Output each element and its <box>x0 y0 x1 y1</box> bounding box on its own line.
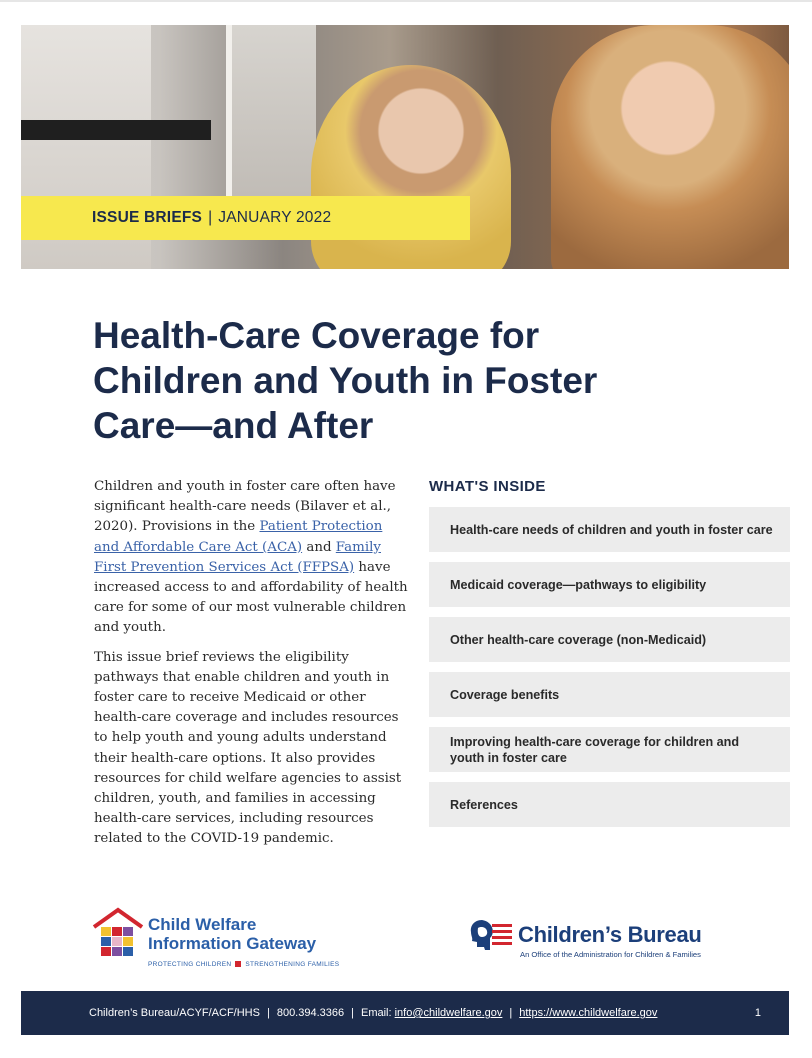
cb-logo-subtitle: An Office of the Administration for Children & Families <box>520 950 701 959</box>
hero-door <box>226 25 316 225</box>
footer-website-link[interactable]: https://www.childwelfare.gov <box>519 1007 658 1019</box>
footer-sep-3: | <box>509 1007 513 1019</box>
red-square-icon <box>235 961 241 967</box>
cb-logo-name: Children’s Bureau <box>518 922 702 947</box>
banner-separator: | <box>208 209 213 226</box>
footer-sep-2: | <box>351 1007 354 1019</box>
page-number: 1 <box>754 1007 761 1019</box>
aca-link[interactable]: Patient Protection and Affordable Care Act (ACA) <box>94 519 383 555</box>
inside-item-improving[interactable]: Improving health-care coverage for children and youth in foster care <box>429 727 790 772</box>
ffpsa-link[interactable]: Family First Prevention Services Act (FFPSA) <box>94 539 381 575</box>
page-top-edge <box>0 0 812 2</box>
cw-tag-b: STRENGTHENING FAMILIES <box>245 961 340 968</box>
banner-series: ISSUE BRIEFS <box>92 209 203 226</box>
whats-inside-heading: WHAT'S INSIDE <box>429 478 546 495</box>
banner-date: JANUARY 2022 <box>218 209 332 226</box>
cw-logo-text <box>148 915 316 953</box>
inside-item-other-coverage[interactable]: Other health-care coverage (non-Medicaid) <box>429 617 790 662</box>
page-title: Health-Care Coverage for Children and Youth in Foster Care—and After <box>93 315 598 446</box>
footer-phone: 800.394.3366 <box>276 1007 345 1019</box>
inside-item-references[interactable]: References <box>429 782 790 827</box>
cw-tag-a: PROTECTING CHILDREN <box>148 961 232 968</box>
intro-text-b: and <box>302 539 336 555</box>
child-welfare-gateway-logo <box>92 907 342 972</box>
inside-item-needs[interactable]: Health-care needs of children and youth in foster care <box>429 507 790 552</box>
cw-line-2: Information Gateway <box>148 934 317 953</box>
cw-line-1: Child Welfare <box>148 915 257 934</box>
hero-counter <box>21 120 211 140</box>
inside-item-benefits[interactable]: Coverage benefits <box>429 672 790 717</box>
footer-email-label: Email: <box>360 1007 392 1019</box>
whats-inside <box>429 478 790 837</box>
house-logo-icon <box>92 907 144 959</box>
intro-text <box>94 477 409 859</box>
bureau-profile-flag-icon <box>468 916 514 952</box>
intro-paragraph-2: This issue brief reviews the eligibility pathways that enable children and youth in foster care to receive Medicaid or other health-care coverage and includes resources to help youth and young adults understand their health-care options. It also provides resources for child welfare agencies to assist children, youth, and families in accessing health-care services, including resources related to the COVID-19 pandemic. <box>94 649 402 847</box>
hero-person-right <box>551 25 789 269</box>
cw-tagline <box>148 961 339 968</box>
inside-item-medicaid[interactable]: Medicaid coverage—pathways to eligibility <box>429 562 790 607</box>
footer-sep-1: | <box>266 1007 270 1019</box>
childrens-bureau-logo <box>468 916 728 966</box>
issue-banner <box>21 196 470 240</box>
intro-text-a: Children and youth in foster care often have significant health-care needs (Bilaver et al., 2020). Provisions in the <box>94 479 396 535</box>
footer-bar <box>21 991 789 1035</box>
footer-org: Children’s Bureau/ACYF/ACF/HHS <box>89 1007 260 1019</box>
intro-paragraph-1 <box>94 477 409 639</box>
footer-email-link[interactable]: info@childwelfare.gov <box>394 1007 503 1019</box>
intro-text-c: have increased access to and affordability of health care for some of our most vulnerable children and youth. <box>94 559 408 636</box>
